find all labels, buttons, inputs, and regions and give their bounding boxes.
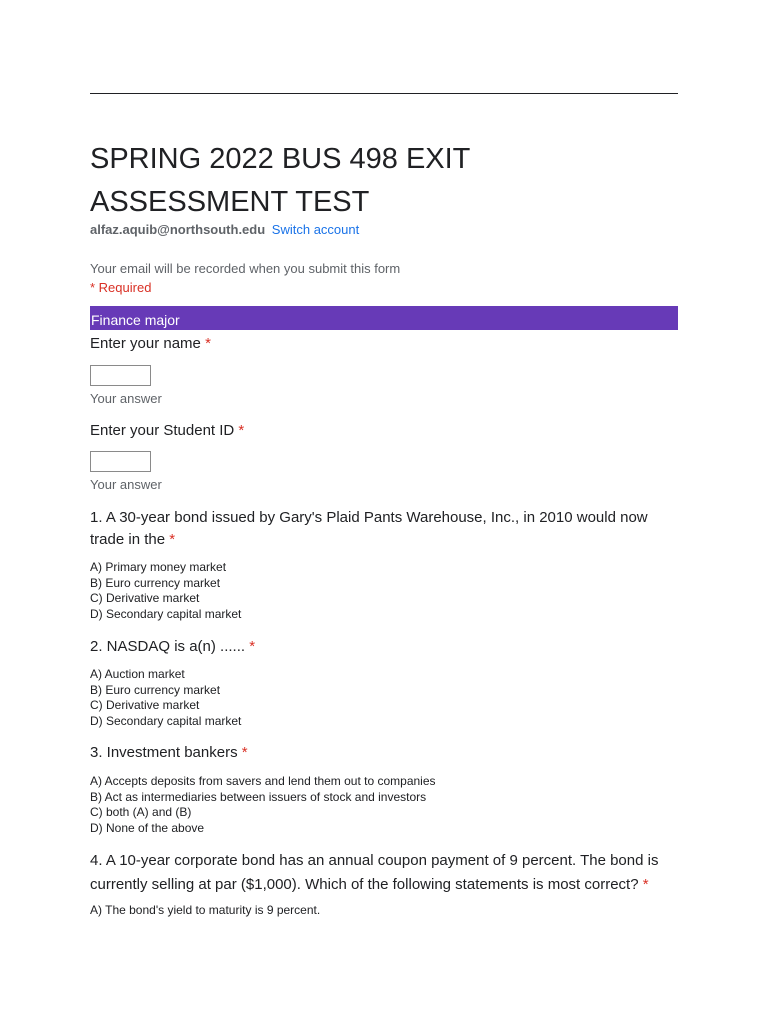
question-2-option-c[interactable]: C) Derivative market (90, 698, 200, 712)
form-title-line2: ASSESSMENT TEST (90, 186, 370, 218)
question-3-option-d[interactable]: D) None of the above (90, 820, 205, 835)
question-1 (90, 507, 678, 551)
required-star: * (238, 422, 245, 439)
section-header: Finance major (90, 306, 678, 330)
required-notice: * Required (90, 280, 152, 295)
switch-account-link[interactable]: Switch account (271, 222, 360, 237)
required-star: * (241, 744, 248, 761)
student-id-input[interactable] (90, 451, 151, 472)
question-4-label-line2: currently selling at par ($1,000). Which of the following statements is most correct? (90, 876, 639, 893)
question-name (90, 333, 678, 355)
question-3 (90, 742, 678, 764)
question-1-options (90, 560, 678, 622)
question-1-option-d[interactable]: D) Secondary capital market (90, 606, 242, 621)
question-2-option-a[interactable]: A) Auction market (90, 667, 185, 681)
account-email: alfaz.aquib@northsouth.edu (90, 222, 266, 237)
question-3-option-b[interactable]: B) Act as intermediaries between issuers of stock and investors (90, 789, 427, 804)
required-star: * (169, 531, 176, 548)
top-divider (90, 93, 678, 94)
question-student-id-label: Enter your Student ID (90, 422, 235, 439)
form-title-line1: SPRING 2022 BUS 498 EXIT (90, 143, 471, 175)
email-notice: Your email will be recorded when you submit this form (90, 261, 401, 276)
question-1-option-a[interactable]: A) Primary money market (90, 560, 227, 574)
question-3-option-a[interactable]: A) Accepts deposits from savers and lend them out to companies (90, 774, 436, 788)
question-3-options (90, 774, 678, 836)
question-2-option-b[interactable]: B) Euro currency market (90, 682, 221, 697)
question-1-label-line2: trade in the (90, 531, 166, 548)
question-name-label: Enter your name (90, 335, 201, 352)
question-2-options (90, 667, 678, 729)
name-input[interactable] (90, 365, 151, 386)
question-3-option-c[interactable]: C) both (A) and (B) (90, 805, 192, 819)
question-2-option-d[interactable]: D) Secondary capital market (90, 713, 242, 728)
question-1-label-line1: 1. A 30-year bond issued by Gary's Plaid Pants Warehouse, Inc., in 2010 would now (90, 509, 648, 526)
question-1-option-b[interactable]: B) Euro currency market (90, 575, 221, 590)
required-star: * (205, 335, 211, 352)
question-1-option-c[interactable]: C) Derivative market (90, 591, 200, 605)
question-student-id (90, 420, 678, 442)
required-star: * (642, 876, 649, 893)
question-2 (90, 636, 678, 658)
question-4-options (90, 903, 678, 919)
question-4-option-a[interactable]: A) The bond's yield to maturity is 9 percent. (90, 903, 321, 917)
question-3-label: 3. Investment bankers (90, 744, 238, 761)
name-answer-hint: Your answer (90, 391, 162, 406)
question-4 (90, 849, 678, 897)
student-id-answer-hint: Your answer (90, 477, 162, 492)
form-title (90, 138, 678, 224)
required-star: * (249, 638, 256, 655)
question-4-label-line1: 4. A 10-year corporate bond has an annual coupon payment of 9 percent. The bond is (90, 852, 659, 869)
account-line (90, 222, 359, 238)
question-2-label: 2. NASDAQ is a(n) ...... (90, 638, 246, 655)
